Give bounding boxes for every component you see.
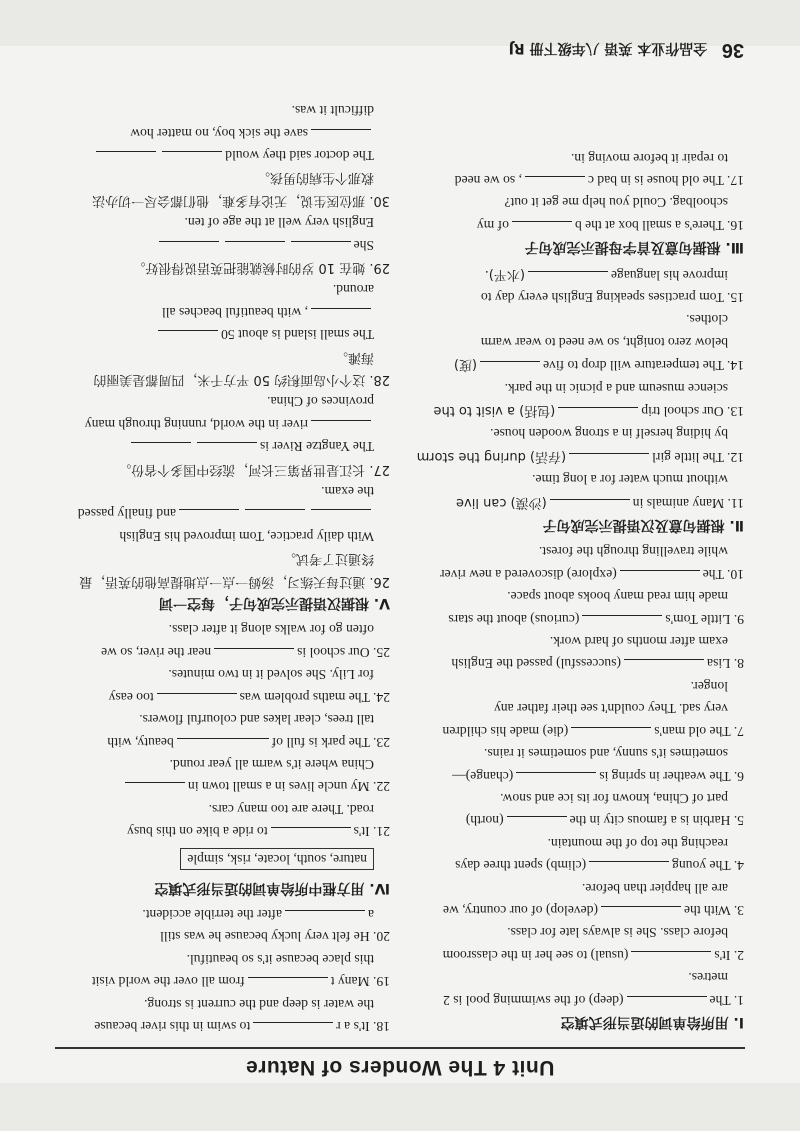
q24-blank[interactable]	[157, 693, 237, 708]
q13-blank[interactable]	[558, 407, 638, 422]
word-box: nature, south, locate, risk, simple	[180, 848, 374, 870]
q19-blank[interactable]	[248, 977, 328, 992]
q14-text: 14. The temperature will drop to five	[543, 358, 744, 374]
q20-letter: a	[367, 906, 374, 922]
q29-blank-3[interactable]	[159, 241, 219, 256]
q8-text: 8. Lisa	[707, 656, 744, 672]
q10-blank[interactable]	[620, 570, 700, 585]
q22-blank[interactable]	[125, 782, 185, 797]
q16-tail: of my	[476, 217, 509, 233]
q25-text: 25. Our school is	[297, 644, 390, 660]
q6-cont: sometimes it's sunny, and sometimes it rains.	[484, 746, 728, 762]
q13-cont: science museum and a picnic in the park.	[504, 380, 728, 396]
q29-cont: English very well at the age of ten.	[184, 215, 374, 231]
q26-blank-3[interactable]	[179, 509, 239, 524]
q20-blank[interactable]	[285, 910, 365, 925]
q8-blank[interactable]	[624, 660, 704, 675]
q6-text: 6. The weather in spring is	[599, 768, 744, 784]
q7-hint: (die) made his children	[442, 723, 569, 739]
q27-blank-3[interactable]	[311, 420, 371, 435]
q29-chinese: 29. 她在 10 岁的时候就能把英语说得很好。	[132, 260, 390, 275]
q26-end: the exam.	[321, 484, 374, 500]
q28-chinese-cont: 海滩。	[334, 349, 374, 365]
q8-hint: (successful) passed the English	[451, 656, 621, 672]
q29-blank-1[interactable]	[291, 241, 351, 256]
q25-tail: near the river, so we	[101, 644, 212, 660]
q2-blank[interactable]	[631, 951, 711, 966]
q11-hint: (沙漠) can live	[456, 494, 547, 510]
q4-blank[interactable]	[589, 861, 669, 876]
q25-blank[interactable]	[214, 648, 294, 663]
publisher-label: 全品作业本 英语 八年级下册 RJ	[508, 40, 708, 56]
q27-cont: river in the world, running through many	[84, 416, 308, 432]
q22-cont: China where it's warm all year round.	[169, 756, 374, 772]
q10-hint: (explore) discovered a new river	[440, 566, 617, 582]
q30-chinese: 30. 那位医生说，无论有多难，他们都会尽一切办法	[92, 192, 390, 208]
q30-end: difficult it was.	[291, 103, 374, 119]
q19-tail: from all over the world visit	[91, 974, 245, 990]
q30-blank-2[interactable]	[96, 151, 156, 166]
q1-cont: metres.	[688, 970, 728, 986]
q26-blank-1[interactable]	[311, 509, 371, 524]
left-column	[414, 146, 744, 1037]
q28-end: around.	[332, 282, 374, 298]
q9-cont: made him read many books about space.	[507, 589, 728, 605]
q2-cont: before class. She is always late for class.	[507, 925, 728, 941]
q23-text: 23. The park is full of	[271, 734, 390, 750]
q8-cont: exam after months of hard work.	[549, 634, 728, 650]
q30-chinese-cont: 救那个生病的男孩。	[256, 170, 374, 186]
q4-cont: reaching the top of the mountain.	[547, 835, 728, 851]
q17-text: 17. The old house is in bad c	[587, 172, 744, 188]
q14-cont: below zero tonight, so we need to wear warm	[480, 334, 728, 350]
q4-text: 4. The young	[672, 858, 744, 874]
q18-blank[interactable]	[253, 1022, 333, 1037]
q24-text: 24. The maths problem was	[239, 689, 390, 705]
q3-blank[interactable]	[601, 906, 681, 921]
right-column	[55, 99, 390, 1037]
q20-text: 20. He felt very lucky because he was still	[160, 929, 390, 945]
q2-text: 2. It's	[714, 947, 744, 963]
q15-text: 15. Tom practises speaking English every day to	[480, 290, 744, 305]
q7-blank[interactable]	[571, 727, 651, 742]
q17-blank[interactable]	[525, 176, 585, 191]
section-3-heading: Ⅲ. 根据句意及首字母提示完成句子	[524, 239, 744, 256]
q5-text: 5. Harbin is a famous city in the	[569, 813, 744, 829]
q18-text: 18. It's a r	[336, 1019, 390, 1034]
q17-cont: to repair it before moving in.	[570, 150, 728, 166]
title-rule	[55, 1047, 745, 1049]
q21-text: 21. It's	[353, 824, 390, 840]
q12-text: 12. The little girl	[652, 449, 744, 465]
q3-hint: (develop) of our country, we	[442, 902, 598, 918]
q5-cont: part of China, known for its ice and snow.	[500, 790, 728, 806]
unit-title: Unit 4 The Wonders of Nature	[245, 1056, 555, 1079]
q21-blank[interactable]	[271, 827, 351, 842]
page-footer	[54, 39, 744, 61]
scan-shade-top	[0, 1083, 800, 1131]
q6-hint: (change)—	[452, 768, 514, 784]
q14-hint: (度)	[453, 357, 478, 373]
q27-english: The Yangtze River is	[259, 439, 374, 455]
q9-hint: (curious) about the stars	[448, 611, 580, 627]
q26-chinese-cont: 终通过了考试。	[282, 551, 374, 567]
q28-blank-1[interactable]	[158, 330, 218, 345]
q15-hint: (水平).	[484, 266, 525, 282]
q3-cont: are all happier than before.	[581, 880, 728, 896]
q7-cont: very sad. They couldn't see their father any	[494, 701, 728, 717]
q16-cont: schoolbag. Could you help me get it out?	[504, 195, 728, 211]
q22-text: 22. My uncle lives in a small town in	[188, 779, 390, 795]
q27-end: provinces of China.	[267, 394, 374, 410]
q7-cont2: longer.	[690, 678, 728, 694]
q4-hint: (climb) spent three days	[455, 858, 587, 874]
q13-text: 13. Our school trip	[641, 404, 744, 420]
q1-blank[interactable]	[627, 996, 707, 1011]
q24-tail: too easy	[108, 689, 154, 705]
q11-blank[interactable]	[550, 499, 630, 514]
q27-blank-2[interactable]	[131, 442, 191, 457]
q29-blank-2[interactable]	[225, 241, 285, 256]
q5-blank[interactable]	[507, 816, 567, 831]
q20-tail: after the terrible accident.	[142, 906, 282, 922]
page-number: 36	[721, 39, 744, 61]
q28-blank-2[interactable]	[311, 308, 371, 323]
q21-tail: to ride a bike on this busy	[127, 824, 268, 840]
q9-text: 9. Little Tom's	[665, 611, 744, 627]
q14-blank[interactable]	[480, 361, 540, 376]
q10-cont: while travelling through the forest.	[538, 544, 728, 560]
q6-blank[interactable]	[516, 772, 596, 787]
q10-text: 10. The	[702, 566, 744, 582]
q30-blank-1[interactable]	[162, 151, 222, 166]
section-4-heading: Ⅳ. 用方框中所给单词的适当形式填空	[154, 879, 390, 896]
q5-hint: (north)	[465, 813, 504, 829]
q19-text: 19. Many t	[330, 974, 390, 990]
q23-blank[interactable]	[177, 738, 269, 753]
q7-text: 7. The old man's	[654, 723, 744, 739]
q11-text: 11. Many animals in	[632, 495, 744, 511]
q26-chinese: 26. 通过每天练习，汤姆一点一点地提高他的英语，最	[79, 573, 390, 589]
section-1-heading: Ⅰ. 用所给单词的适当形式填空	[560, 1014, 744, 1030]
q24-cont: for Lily. She solved it in two minutes.	[168, 667, 374, 683]
q29-english: She	[353, 237, 374, 253]
section-5-heading: Ⅴ. 根据汉语提示完成句子，每空一词	[158, 595, 390, 612]
q1-text: 1. The	[709, 992, 744, 1008]
q13-hint: (包括) a visit to the	[433, 403, 556, 419]
q12-hint: (存活) during the storm	[416, 448, 567, 464]
q30-cont: save the sick boy, no matter how	[130, 125, 308, 141]
q27-chinese: 27. 长江是世界第三长河，流经中国多个省份。	[118, 461, 390, 477]
q30-blank-3[interactable]	[311, 129, 371, 144]
q18-cont: the water is deep and the current is strong.	[144, 996, 374, 1012]
q16-text: 16. There's a small box at the b	[574, 217, 744, 233]
q28-english: The small island is about 50	[221, 327, 374, 343]
q21-cont: road. There are too many cars.	[208, 801, 374, 817]
q16-blank[interactable]	[512, 221, 572, 236]
q26-blank-2[interactable]	[245, 509, 305, 524]
q30-english: The doctor said they would	[225, 147, 374, 163]
q1-hint: (deep) of the swimming pool is 2	[443, 992, 624, 1008]
q12-blank[interactable]	[569, 453, 649, 468]
q15-blank[interactable]	[528, 271, 608, 286]
q12-cont: by hiding herself in a strong wooden house.	[490, 426, 728, 442]
q26-english: With daily practice, Tom improved his English	[119, 528, 374, 544]
q15-cont: improve his language	[610, 267, 728, 283]
q17-tail: , so we need	[454, 172, 522, 188]
q18-tail: to swim in this river because	[94, 1019, 251, 1034]
q26-tail: and finally passed	[77, 506, 176, 522]
q28-cont: , with beautiful beaches all	[161, 304, 308, 320]
q27-blank-1[interactable]	[197, 442, 257, 457]
q11-cont: without much water for a long time.	[532, 472, 728, 488]
q19-cont: this place because it's so beautiful.	[186, 951, 374, 967]
q2-hint: (usual) to see her in the classroom	[442, 947, 629, 963]
q9-blank[interactable]	[582, 615, 662, 630]
q23-cont: tall trees, clear lakes and colourful flowers.	[139, 712, 374, 728]
q14-cont2: clothes.	[686, 312, 728, 328]
q25-cont: often go for walks along it after class.	[168, 622, 374, 638]
q3-text: 3. With the	[684, 902, 744, 918]
q28-chinese: 28. 这个小岛面积约 50 平方千米，四周都是美丽的	[93, 372, 390, 388]
section-2-heading: Ⅱ. 根据句意及汉语提示完成句子	[542, 517, 744, 534]
q23-tail: beauty, with	[107, 734, 174, 750]
